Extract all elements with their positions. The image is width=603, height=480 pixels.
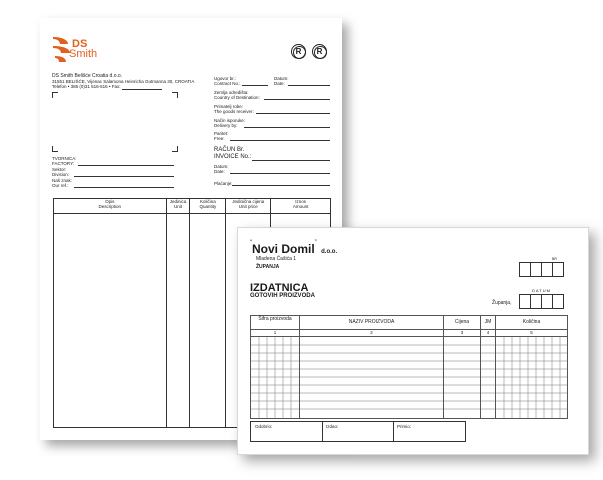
date-box-label: DATUM xyxy=(532,288,551,293)
window-corner xyxy=(172,146,178,152)
factory-line xyxy=(78,165,174,166)
signature-divider xyxy=(393,422,394,441)
division-label-en: Division: xyxy=(52,172,70,177)
date-label-en: Date: xyxy=(274,81,285,86)
certification-mark-icon: R xyxy=(312,44,327,59)
our-ref-label-hr: Naš znak: xyxy=(52,178,73,183)
window-corner xyxy=(52,92,58,98)
digit-grid xyxy=(251,337,299,418)
receiver-label-hr: Primatelj robe: xyxy=(214,104,244,109)
company-name: DS Smith Belišće Croatia d.o.o. xyxy=(52,73,123,79)
place-label: Županja, xyxy=(492,300,512,306)
approved-by-label: Odobrio: xyxy=(255,424,273,429)
invoice-title-en: INVOICE No.: xyxy=(214,154,252,160)
column-number: 1 xyxy=(251,330,300,337)
receiver-label-en: The goods receiver: xyxy=(214,109,254,114)
document-subtitle: GOTOVIH PROIZVODA xyxy=(250,293,315,299)
column-number: 3 xyxy=(444,330,481,337)
column-header-quantity: Količina xyxy=(496,316,568,330)
window-corner xyxy=(52,146,58,152)
fax-line xyxy=(122,89,162,90)
table-cell xyxy=(190,214,226,428)
certification-mark-icon: R xyxy=(291,44,306,59)
contract-label-en: Contract No.: xyxy=(214,81,241,86)
table-cell xyxy=(54,214,167,428)
invoice-date-line xyxy=(230,173,330,174)
unit-cell xyxy=(481,337,496,419)
column-header-product-name: NAZIV PROIZVODA xyxy=(300,316,444,330)
column-number: 4 xyxy=(481,330,496,337)
table-cell xyxy=(166,214,190,428)
column-header-unit-price: Jedinična cijena Unit price xyxy=(226,199,271,214)
free-label-hr: Paritet: xyxy=(214,131,229,136)
company-suffix: d.o.o. xyxy=(321,249,338,255)
company-name: Novi Domil xyxy=(252,242,315,256)
product-name-cell xyxy=(300,337,444,419)
division-label-hr: Sektor: xyxy=(52,167,67,172)
number-box[interactable] xyxy=(519,262,564,277)
signature-divider xyxy=(322,422,323,441)
signature-box xyxy=(250,421,466,442)
company-city: ŽUPANJA xyxy=(256,264,280,270)
payable-label: Plaćanje: xyxy=(214,181,233,186)
invoice-title-hr: RAČUN Br. xyxy=(214,147,245,153)
invoice-date-hr: Datum: xyxy=(214,164,229,169)
column-header-description: Opis Description xyxy=(54,199,167,214)
payable-line xyxy=(232,185,330,186)
product-code-cell xyxy=(251,337,300,419)
column-header-amount: Iznos Amount xyxy=(271,199,331,214)
company-header: “Novi Domil” d.o.o. xyxy=(250,240,338,256)
ds-smith-logo xyxy=(52,36,112,66)
column-number: 5 xyxy=(496,330,568,337)
country-label-hr: Zemlja odredišta: xyxy=(214,90,249,95)
date-box[interactable] xyxy=(519,294,564,309)
window-corner xyxy=(172,92,178,98)
date-line xyxy=(288,85,330,86)
delivery-label-hr: Način isporuke: xyxy=(214,118,246,123)
factory-label-hr: TVORNICA: xyxy=(52,156,77,161)
column-header-unit: Jedinica Unit xyxy=(166,199,190,214)
price-cell xyxy=(444,337,481,419)
column-header-unit: JM xyxy=(481,316,496,330)
issued-by-label: Izdao: xyxy=(326,424,339,429)
our-ref-line xyxy=(74,187,174,188)
digit-grid xyxy=(496,337,567,418)
delivery-line xyxy=(244,127,330,128)
novi-domil-issue-slip xyxy=(237,227,589,455)
row-lines xyxy=(444,337,480,418)
contract-line xyxy=(242,85,268,86)
row-lines xyxy=(481,337,495,418)
logo-text-ds: DS xyxy=(72,38,88,50)
company-street: Mladena Ćašića 1 xyxy=(256,256,297,262)
factory-label-en: FACTORY: xyxy=(52,161,75,166)
company-address: 31551 BELIŠĆE, Vijenac Salamona Heinricha Gutmanna 30, CROATIA xyxy=(52,79,195,84)
column-header-quantity: Količina Quantity xyxy=(190,199,226,214)
our-ref-label-en: Our ref.: xyxy=(52,183,69,188)
division-line xyxy=(74,176,174,177)
column-header-product-code: Šifra proizvoda xyxy=(251,316,300,330)
received-by-label: Primio: xyxy=(397,424,412,429)
logo-text-smith: Smith xyxy=(69,48,98,60)
document-title: IZDATNICA xyxy=(250,282,309,294)
country-label-en: Country of Destination: xyxy=(214,95,260,100)
column-header-price: Cijena xyxy=(444,316,481,330)
company-phone: Telefon • 385 (0)31 516-516 • Fax: xyxy=(52,84,121,89)
country-line xyxy=(264,99,330,100)
invoice-date-en: Date: xyxy=(214,169,225,174)
items-grid-table xyxy=(250,315,568,419)
column-number: 2 xyxy=(300,330,444,337)
delivery-label-en: Delivery by: xyxy=(214,123,238,128)
number-box-label: BR xyxy=(552,257,557,261)
invoice-number-line xyxy=(252,160,330,161)
quantity-cell xyxy=(496,337,568,419)
free-label-en: Free: xyxy=(214,136,225,141)
date-label-hr: Datum: xyxy=(274,76,289,81)
free-line xyxy=(230,140,330,141)
contract-label-hr: Ugovor br.: xyxy=(214,76,237,81)
row-lines xyxy=(300,337,443,418)
receiver-line xyxy=(256,113,330,114)
